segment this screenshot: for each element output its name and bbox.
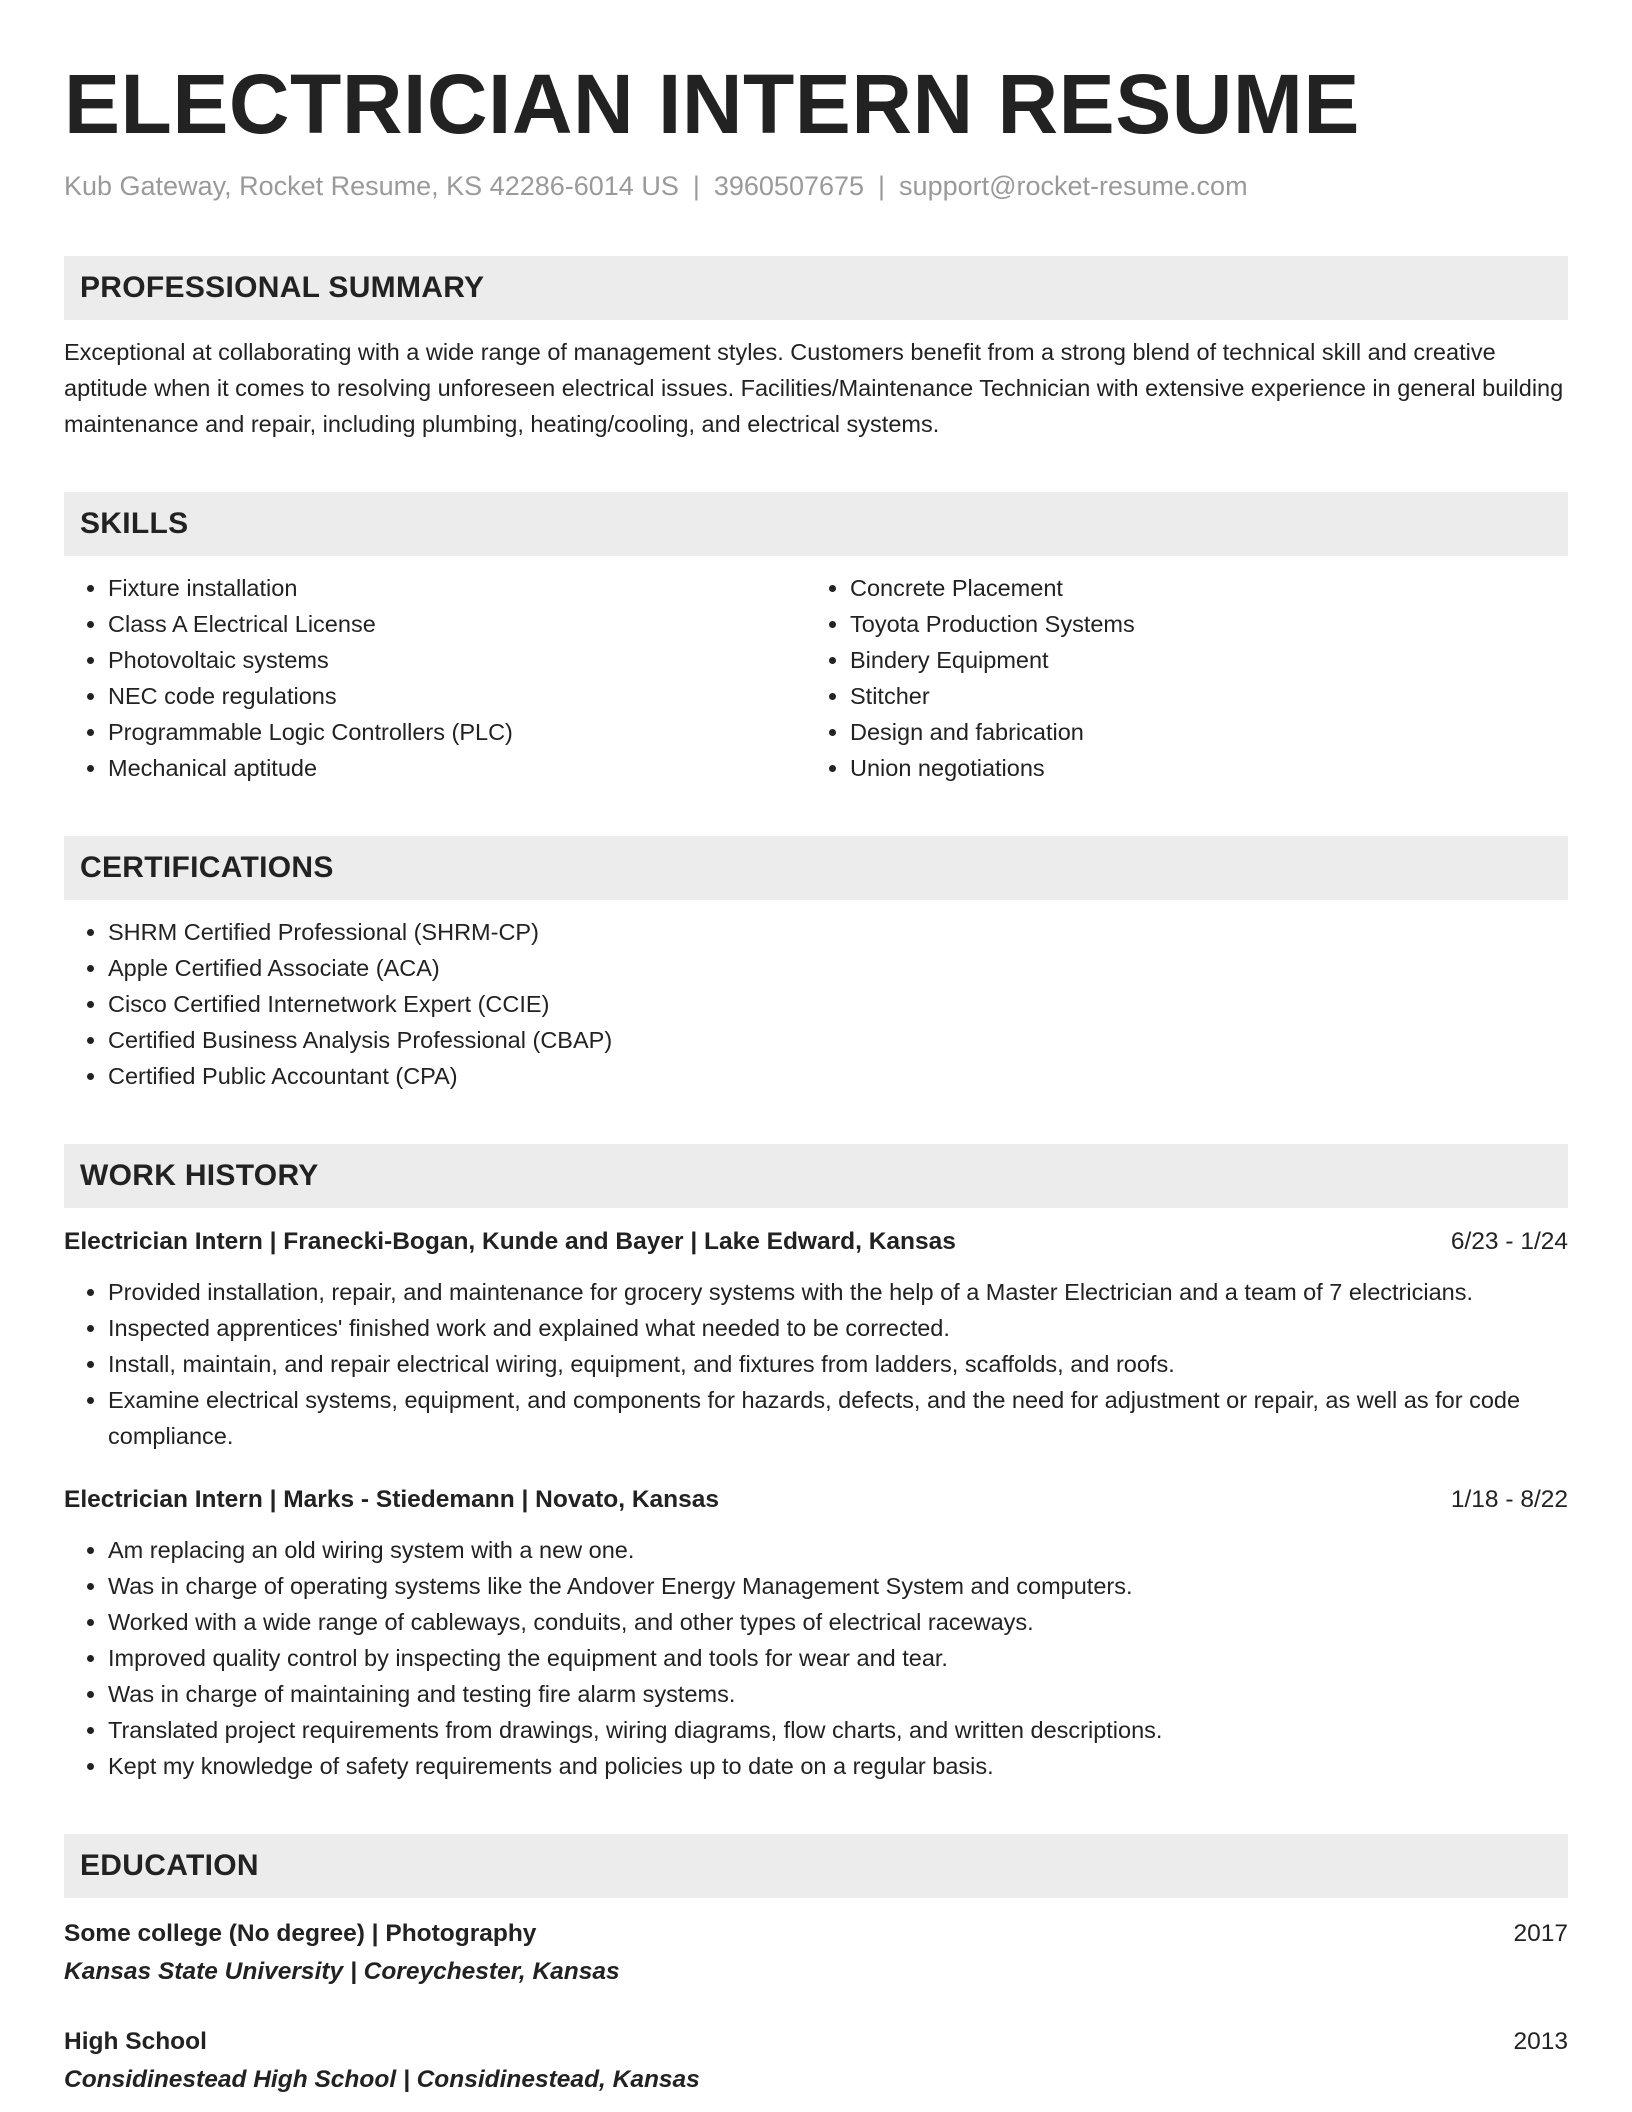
job-duty: • Translated project requirements from drawings, wiring diagrams, flow charts, and written descriptions.	[108, 1712, 1568, 1748]
skill-item: • Class A Electrical License	[108, 606, 806, 642]
skill-item: • Photovoltaic systems	[108, 642, 806, 678]
job-title: Electrician Intern | Marks - Stiedemann | Novato, Kansas	[64, 1486, 719, 1513]
resume-title: ELECTRICIAN INTERN RESUME	[64, 57, 1360, 151]
contact-separator: |	[878, 171, 886, 201]
skill-item: • NEC code regulations	[108, 678, 806, 714]
job-header	[64, 1224, 1568, 1260]
skill-item: • Programmable Logic Controllers (PLC)	[108, 714, 806, 750]
job-duties-list	[64, 1532, 1568, 1784]
job-duty: • Am replacing an old wiring system with a new one.	[108, 1532, 1568, 1568]
section-header-skills: SKILLS	[64, 492, 1568, 556]
education-header	[64, 2024, 1568, 2060]
section-header-certifications: CERTIFICATIONS	[64, 836, 1568, 900]
skill-item: • Design and fabrication	[850, 714, 1548, 750]
skill-item: • Bindery Equipment	[850, 642, 1548, 678]
certifications-list	[64, 914, 1568, 1094]
certification-item: • Cisco Certified Internetwork Expert (CCIE)	[108, 986, 1568, 1022]
skill-item: • Toyota Production Systems	[850, 606, 1548, 642]
education-degree: High School	[64, 2028, 207, 2055]
job-duty: • Was in charge of maintaining and testing fire alarm systems.	[108, 1676, 1568, 1712]
skill-item: • Concrete Placement	[850, 570, 1548, 606]
job-duty: • Install, maintain, and repair electrical wiring, equipment, and fixtures from ladders, scaffolds, and roofs.	[108, 1346, 1568, 1382]
job-duty: • Examine electrical systems, equipment, and components for hazards, defects, and the need for adjustment or repair, as well as for code compliance.	[108, 1382, 1568, 1454]
certification-item: • Certified Business Analysis Professional (CBAP)	[108, 1022, 1568, 1058]
education-header	[64, 1916, 1568, 1952]
job-duty: • Worked with a wide range of cableways, conduits, and other types of electrical raceways.	[108, 1604, 1568, 1640]
job-duty: • Kept my knowledge of safety requirements and policies up to date on a regular basis.	[108, 1748, 1568, 1784]
contact-separator: |	[692, 171, 700, 201]
job-header	[64, 1482, 1568, 1518]
address: Kub Gateway, Rocket Resume, KS 42286-6014 US	[64, 171, 679, 201]
skill-item: • Stitcher	[850, 678, 1548, 714]
section-header-summary: PROFESSIONAL SUMMARY	[64, 256, 1568, 320]
job-title: Electrician Intern | Franecki-Bogan, Kunde and Bayer | Lake Edward, Kansas	[64, 1228, 956, 1255]
phone: 3960507675	[713, 171, 865, 201]
education-school: Kansas State University | Coreychester, Kansas	[64, 1958, 620, 1985]
section-header-education: EDUCATION	[64, 1834, 1568, 1898]
job-dates: 1/18 - 8/22	[1450, 1486, 1568, 1513]
skills-grid	[64, 570, 1568, 786]
skills-list-right	[806, 570, 1548, 786]
job-duty: • Was in charge of operating systems like the Andover Energy Management System and computers.	[108, 1568, 1568, 1604]
job-duties-list	[64, 1274, 1568, 1454]
education-year: 2013	[1513, 2028, 1568, 2055]
job-dates: 6/23 - 1/24	[1450, 1228, 1568, 1255]
skills-list-left	[64, 570, 806, 786]
education-degree: Some college (No degree) | Photography	[64, 1920, 537, 1947]
certification-item: • Certified Public Accountant (CPA)	[108, 1058, 1568, 1094]
education-school: Considinestead High School | Considinestead, Kansas	[64, 2066, 700, 2093]
email: support@rocket-resume.com	[899, 171, 1248, 201]
skill-item: • Union negotiations	[850, 750, 1548, 786]
skill-item: • Mechanical aptitude	[108, 750, 806, 786]
skill-item: • Fixture installation	[108, 570, 806, 606]
job-duty: • Improved quality control by inspecting the equipment and tools for wear and tear.	[108, 1640, 1568, 1676]
section-header-work-history: WORK HISTORY	[64, 1144, 1568, 1208]
education-year: 2017	[1513, 1920, 1568, 1947]
certification-item: • Apple Certified Associate (ACA)	[108, 950, 1568, 986]
contact-line	[64, 168, 1568, 204]
job-duty: • Provided installation, repair, and maintenance for grocery systems with the help of a Master Electrician and a team of 7 electricians.	[108, 1274, 1568, 1310]
certification-item: • SHRM Certified Professional (SHRM-CP)	[108, 914, 1568, 950]
job-duty: • Inspected apprentices' finished work and explained what needed to be corrected.	[108, 1310, 1568, 1346]
summary-text: Exceptional at collaborating with a wide range of management styles. Customers benefit from a strong blend of technical skill and creative aptitude when it comes to resolving unforeseen electrical issues. Facilities/Maintenance Technician with extensive experience in general building maintenance and repair, including plumbing, heating/cooling, and electrical systems.	[64, 339, 1564, 437]
